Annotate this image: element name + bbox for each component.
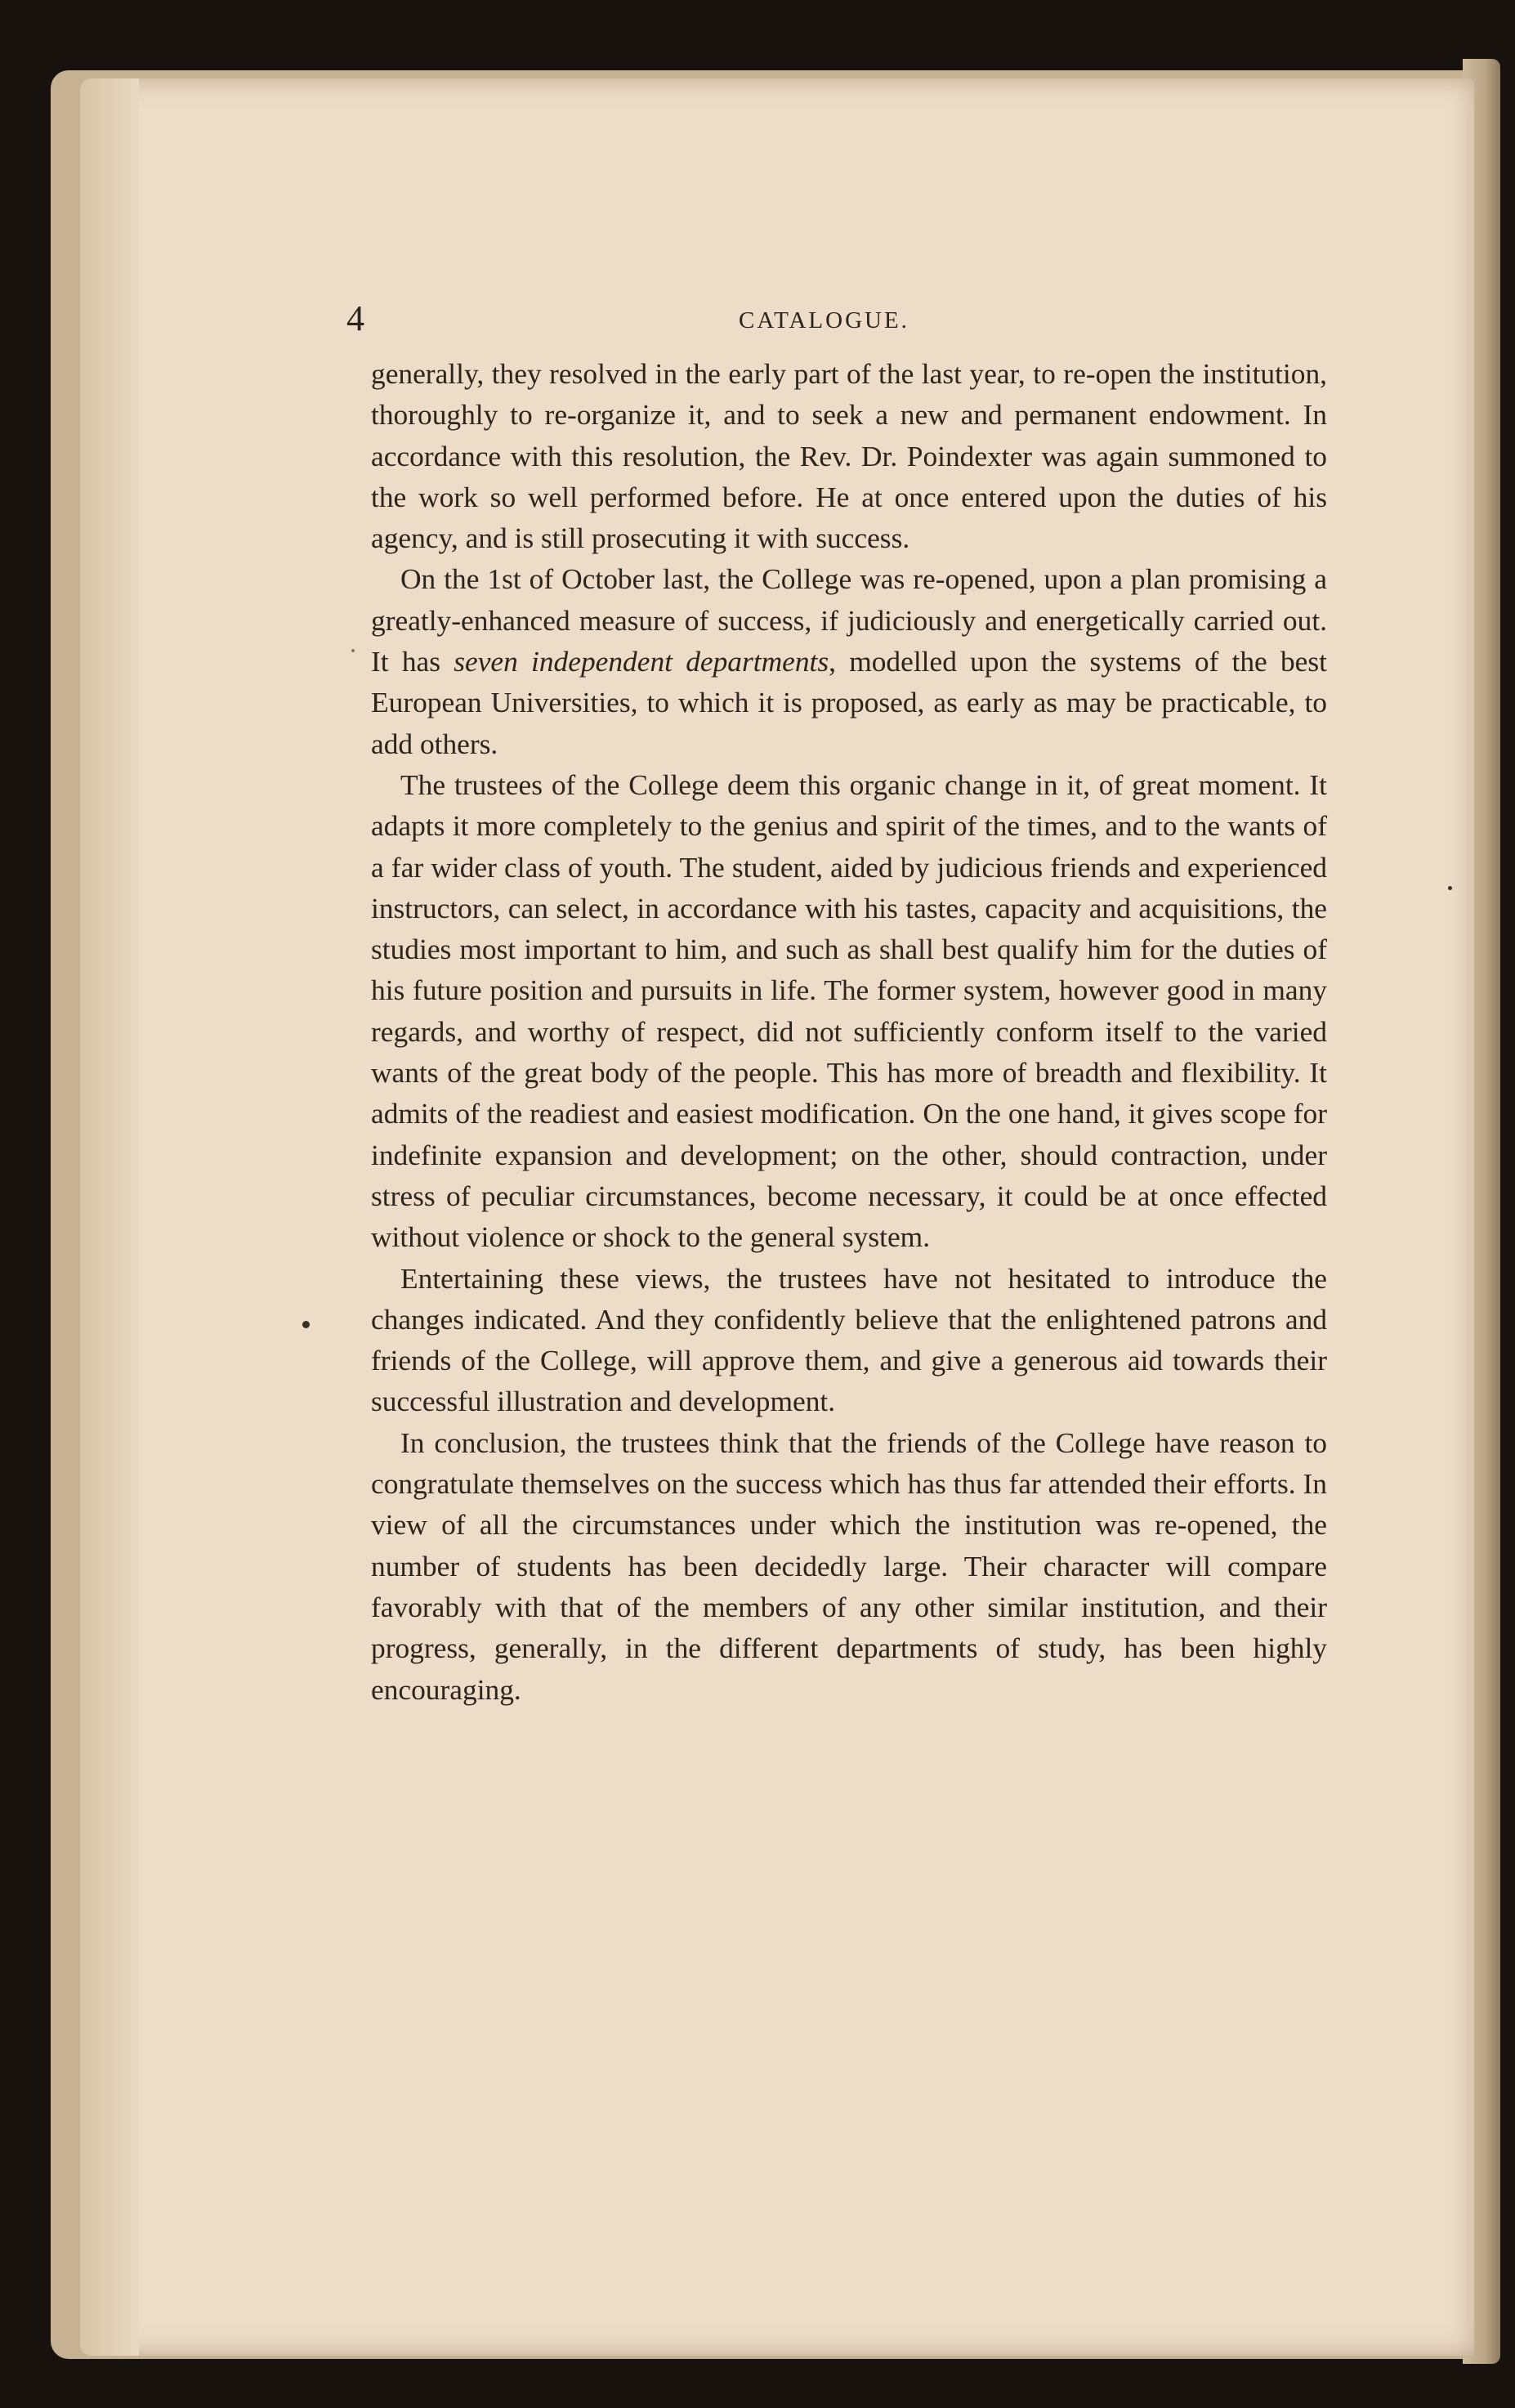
paragraph-conclusion: In conclusion, the trustees think that the friends of the College have reason to congratulate themselves on the success which has thus far attended their efforts. In view of all the circumstances under which the institution was re-opened, the number of students has been decidedly large. Their character will compare favorably with that of the members of any other similar institution, and their progress, generally, in the different departments of study, has been highly encouraging. <box>371 1426 1327 1706</box>
paragraph-reopening-text-end: , modelled upon the systems of the best European Universities, to which it is proposed, as early as may be practicable, to add others. <box>371 645 1327 760</box>
paragraph-reopening-text-start: On the 1st of October last, the College was re-opened, upon a plan promising a greatly-enhanced measure of success, if judiciously and energetically carried out. It has <box>371 562 1327 678</box>
paragraph-continuation: generally, they resolved in the early part of the last year, to re-open the institution, thoroughly to re-organize it, and to seek a new and permanent endowment. In accordance with this resolution, the Rev. Dr. Poindexter was again summoned to the work so well performed before. He at once entered upon the duties of his agency, and is still prosecuting it with success. <box>371 357 1327 555</box>
ink-speck <box>302 1321 310 1328</box>
paragraph-reopening <box>371 558 1327 763</box>
paragraph-organic-change: The trustees of the College deem this organic change in it, of great moment. It adapts it more completely to the genius and spirit of the times, and to the wants of a far wider class of youth. The student, aided by judicious friends and experienced instructors, can select, in accordance with his tastes, capacity and acquisitions, the studies most important to him, and such as shall best qualify him for the duties of his future position and pursuits in life. The former system, however good in many regards, and worthy of respect, did not sufficiently conform itself to the varied wants of the great body of the people. This has more of breadth and flexibility. It admits of the readiest and easiest modification. On the one hand, it gives scope for indefinite expansion and development; on the other, should contraction, under stress of peculiar circumstances, become necessary, it could be at once effected without violence or shock to the general system. <box>371 768 1327 1254</box>
ink-speck <box>351 649 355 652</box>
ink-speck <box>1448 886 1452 890</box>
italic-departments: seven independent departments <box>454 645 829 678</box>
running-head <box>346 298 1343 347</box>
page-number: 4 <box>346 298 364 338</box>
paragraph-views: Entertaining these views, the trustees have not hesitated to introduce the changes indicated. And they confidently believe that the enlightened patrons and friends of the College, will approve them, and give a generous aid towards their successful illustration and development. <box>371 1261 1327 1418</box>
body-text <box>371 353 1327 1710</box>
page-gutter-shadow <box>80 78 139 2356</box>
running-title: CATALOGUE. <box>739 307 909 333</box>
